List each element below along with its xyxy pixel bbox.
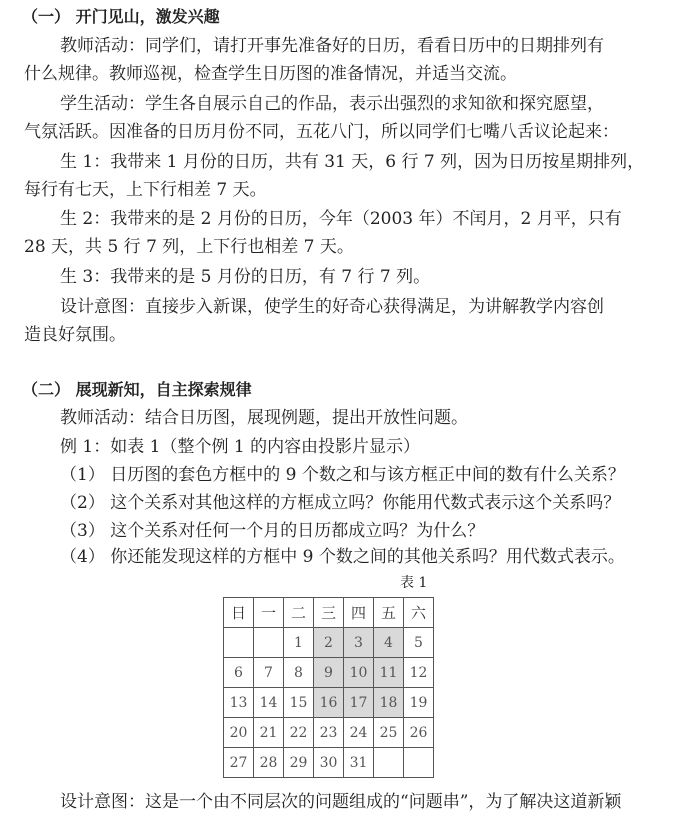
paragraph-line: 设计意图：直接步入新课，使学生的好奇心获得满足，为讲解教学内容创 <box>60 297 604 317</box>
date-cell: 25 <box>374 718 404 748</box>
paragraph-line: 生 1：我带来 1 月份的日历，共有 31 天，6 行 7 列，因为日历按星期排列， <box>60 152 645 172</box>
date-cell-highlighted: 16 <box>314 688 344 718</box>
date-cell: 19 <box>404 688 434 718</box>
date-cell: 28 <box>254 748 284 778</box>
date-cell-highlighted: 11 <box>374 658 404 688</box>
paragraph-line: 例 1：如表 1（整个例 1 的内容由投影片显示） <box>60 437 421 457</box>
date-cell: 13 <box>224 688 254 718</box>
weekday-header: 二 <box>284 598 314 628</box>
date-cell: 8 <box>284 658 314 688</box>
date-cell: 24 <box>344 718 374 748</box>
paragraph-line: 学生活动：学生各自展示自己的作品，表示出强烈的求知欲和探究愿望， <box>60 94 604 114</box>
question-line: （3） 这个关系对任何一个月的日历都成立吗？为什么？ <box>60 521 485 541</box>
table-header-row <box>224 598 434 628</box>
date-cell-highlighted: 17 <box>344 688 374 718</box>
date-cell: 29 <box>284 748 314 778</box>
footer-paragraph-line: 设计意图：这是一个由不同层次的问题组成的“问题串”，为了解决这道新颖 <box>60 792 622 812</box>
date-cell-highlighted: 10 <box>344 658 374 688</box>
date-cell: 20 <box>224 718 254 748</box>
table-caption: 表 1 <box>400 575 428 591</box>
weekday-header: 五 <box>374 598 404 628</box>
date-cell: 6 <box>224 658 254 688</box>
table-row <box>224 658 434 688</box>
question-line: （1） 日历图的套色方框中的 9 个数之和与该方框正中间的数有什么关系？ <box>60 465 625 485</box>
paragraph-line: 造良好氛围。 <box>24 325 126 345</box>
date-cell-highlighted: 18 <box>374 688 404 718</box>
weekday-header: 一 <box>254 598 284 628</box>
calendar-table <box>223 597 434 778</box>
date-cell <box>404 748 434 778</box>
date-cell: 27 <box>224 748 254 778</box>
date-cell: 5 <box>404 628 434 658</box>
date-cell-highlighted: 2 <box>314 628 344 658</box>
table-row <box>224 628 434 658</box>
date-cell: 30 <box>314 748 344 778</box>
table-row <box>224 748 434 778</box>
date-cell: 23 <box>314 718 344 748</box>
date-cell: 14 <box>254 688 284 718</box>
section2-heading: （二） 展现新知，自主探索规律 <box>22 380 252 399</box>
date-cell-highlighted: 3 <box>344 628 374 658</box>
date-cell <box>224 628 254 658</box>
date-cell: 22 <box>284 718 314 748</box>
paragraph-line: 每行有七天，上下行相差 7 天。 <box>24 180 267 200</box>
date-cell-highlighted: 4 <box>374 628 404 658</box>
date-cell: 26 <box>404 718 434 748</box>
paragraph-line: 生 3：我带来的是 5 月份的日历，有 7 行 7 列。 <box>60 267 431 287</box>
paragraph-line: 28 天，共 5 行 7 列，上下行也相差 7 天。 <box>24 237 354 257</box>
date-cell: 31 <box>344 748 374 778</box>
date-cell <box>254 628 284 658</box>
date-cell-highlighted: 9 <box>314 658 344 688</box>
section1-heading: （一） 开门见山，激发兴趣 <box>22 7 220 26</box>
paragraph-line: 教师活动：同学们，请打开事先准备好的日历，看看日历中的日期排列有 <box>60 36 604 56</box>
weekday-header: 日 <box>224 598 254 628</box>
weekday-header: 六 <box>404 598 434 628</box>
weekday-header: 四 <box>344 598 374 628</box>
date-cell: 15 <box>284 688 314 718</box>
paragraph-line: 什么规律。教师巡视，检查学生日历图的准备情况，并适当交流。 <box>24 64 517 84</box>
date-cell: 12 <box>404 658 434 688</box>
table-row <box>224 688 434 718</box>
date-cell <box>374 748 404 778</box>
date-cell: 1 <box>284 628 314 658</box>
paragraph-line: 生 2：我带来的是 2 月份的日历，今年（2003 年）不闰月，2 月平，只有 <box>60 209 622 229</box>
date-cell: 21 <box>254 718 284 748</box>
table-row <box>224 718 434 748</box>
paragraph-line: 教师活动：结合日历图，展现例题，提出开放性问题。 <box>60 408 468 428</box>
date-cell: 7 <box>254 658 284 688</box>
question-line: （2） 这个关系对其他这样的方框成立吗？你能用代数式表示这个关系吗？ <box>60 493 621 513</box>
paragraph-line: 气氛活跃。因准备的日历月份不同，五花八门，所以同学们七嘴八舌议论起来： <box>24 122 619 142</box>
weekday-header: 三 <box>314 598 344 628</box>
question-line: （4） 你还能发现这样的方框中 9 个数之间的其他关系吗？用代数式表示。 <box>60 547 625 567</box>
